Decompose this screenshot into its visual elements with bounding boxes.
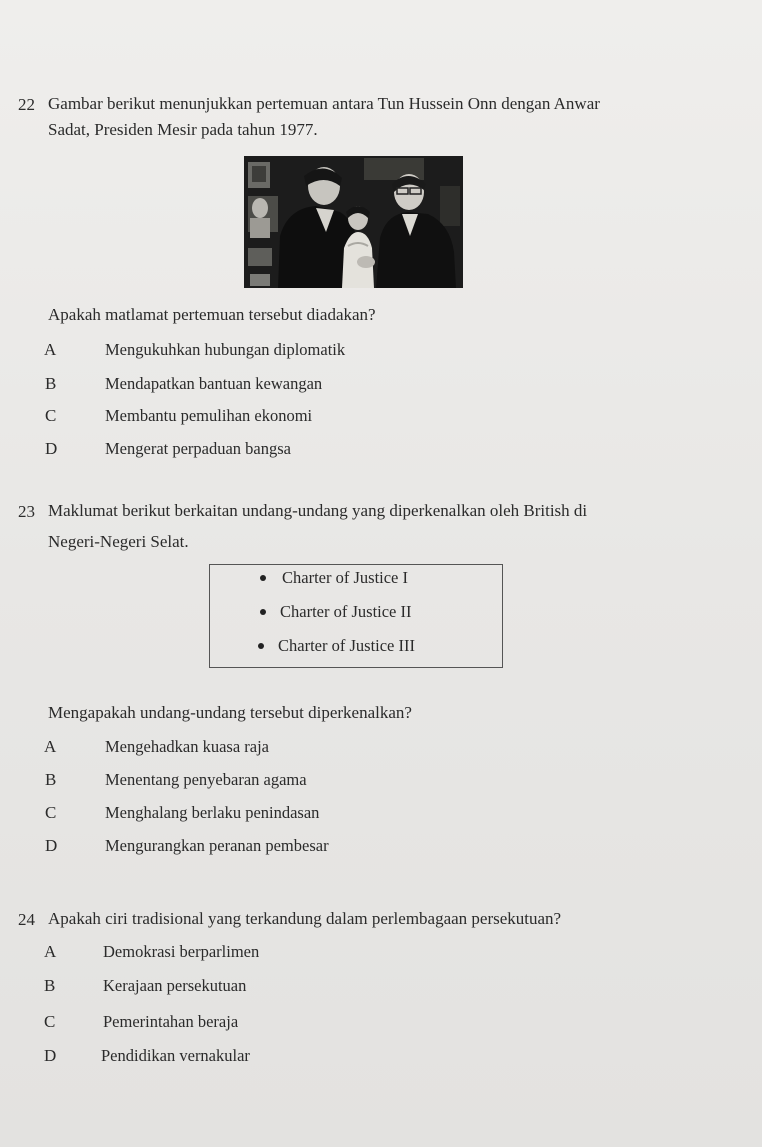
q22-stem-line2: Sadat, Presiden Mesir pada tahun 1977. [48,120,318,139]
q22-number: 22 [18,95,35,114]
bullet-icon [258,643,264,649]
q22-option-c-text[interactable]: Membantu pemulihan ekonomi [105,406,313,425]
q23-number: 23 [18,502,35,521]
q22-option-d-text[interactable]: Mengerat perpaduan bangsa [105,439,292,458]
q22-option-a-letter[interactable]: A [44,340,57,359]
q24-option-b-letter[interactable]: B [44,976,56,995]
meeting-photo-illustration [244,156,463,288]
bullet-icon [260,609,266,615]
q24-option-d-text[interactable]: Pendidikan vernakular [101,1046,250,1065]
q22-meeting-photo [244,156,463,288]
q23-option-a-letter[interactable]: A [44,737,57,756]
q23-option-c-letter[interactable]: C [45,803,57,822]
charter-item-3: Charter of Justice III [278,636,415,655]
q23-option-a-text[interactable]: Mengehadkan kuasa raja [105,737,270,756]
q24-option-d-letter[interactable]: D [44,1046,57,1065]
q22-option-b-text[interactable]: Mendapatkan bantuan kewangan [105,374,323,393]
q23-stem-line1: Maklumat berikut berkaitan undang-undang yang diperkenalkan oleh British di [48,501,588,520]
q24-option-a-letter[interactable]: A [44,942,57,961]
q23-option-d-letter[interactable]: D [45,836,58,855]
q22-stem-line1: Gambar berikut menunjukkan pertemuan antara Tun Hussein Onn dengan Anwar [48,94,600,113]
q24-number: 24 [18,910,35,929]
q24-option-a-text[interactable]: Demokrasi berparlimen [103,942,260,961]
q23-question: Mengapakah undang-undang tersebut diperkenalkan? [48,703,412,722]
charter-item-2: Charter of Justice II [280,602,412,621]
q24-option-c-text[interactable]: Pemerintahan beraja [103,1012,239,1031]
q23-option-b-letter[interactable]: B [45,770,57,789]
charter-item-1: Charter of Justice I [282,568,408,587]
charter-info-box [209,564,503,668]
q22-option-c-letter[interactable]: C [45,406,57,425]
q24-option-c-letter[interactable]: C [44,1012,56,1031]
q23-option-d-text[interactable]: Mengurangkan peranan pembesar [105,836,329,855]
q24-stem-line1: Apakah ciri tradisional yang terkandung dalam perlembagaan persekutuan? [48,909,562,928]
q24-option-b-text[interactable]: Kerajaan persekutuan [103,976,247,995]
q22-option-d-letter[interactable]: D [45,439,58,458]
q23-option-b-text[interactable]: Menentang penyebaran agama [105,770,307,789]
bullet-icon [260,575,266,581]
q23-stem-line2: Negeri-Negeri Selat. [48,532,189,551]
q22-option-a-text[interactable]: Mengukuhkan hubungan diplomatik [105,340,346,359]
q22-option-b-letter[interactable]: B [45,374,57,393]
q23-option-c-text[interactable]: Menghalang berlaku penindasan [105,803,320,822]
q22-question: Apakah matlamat pertemuan tersebut diadakan? [48,305,376,324]
